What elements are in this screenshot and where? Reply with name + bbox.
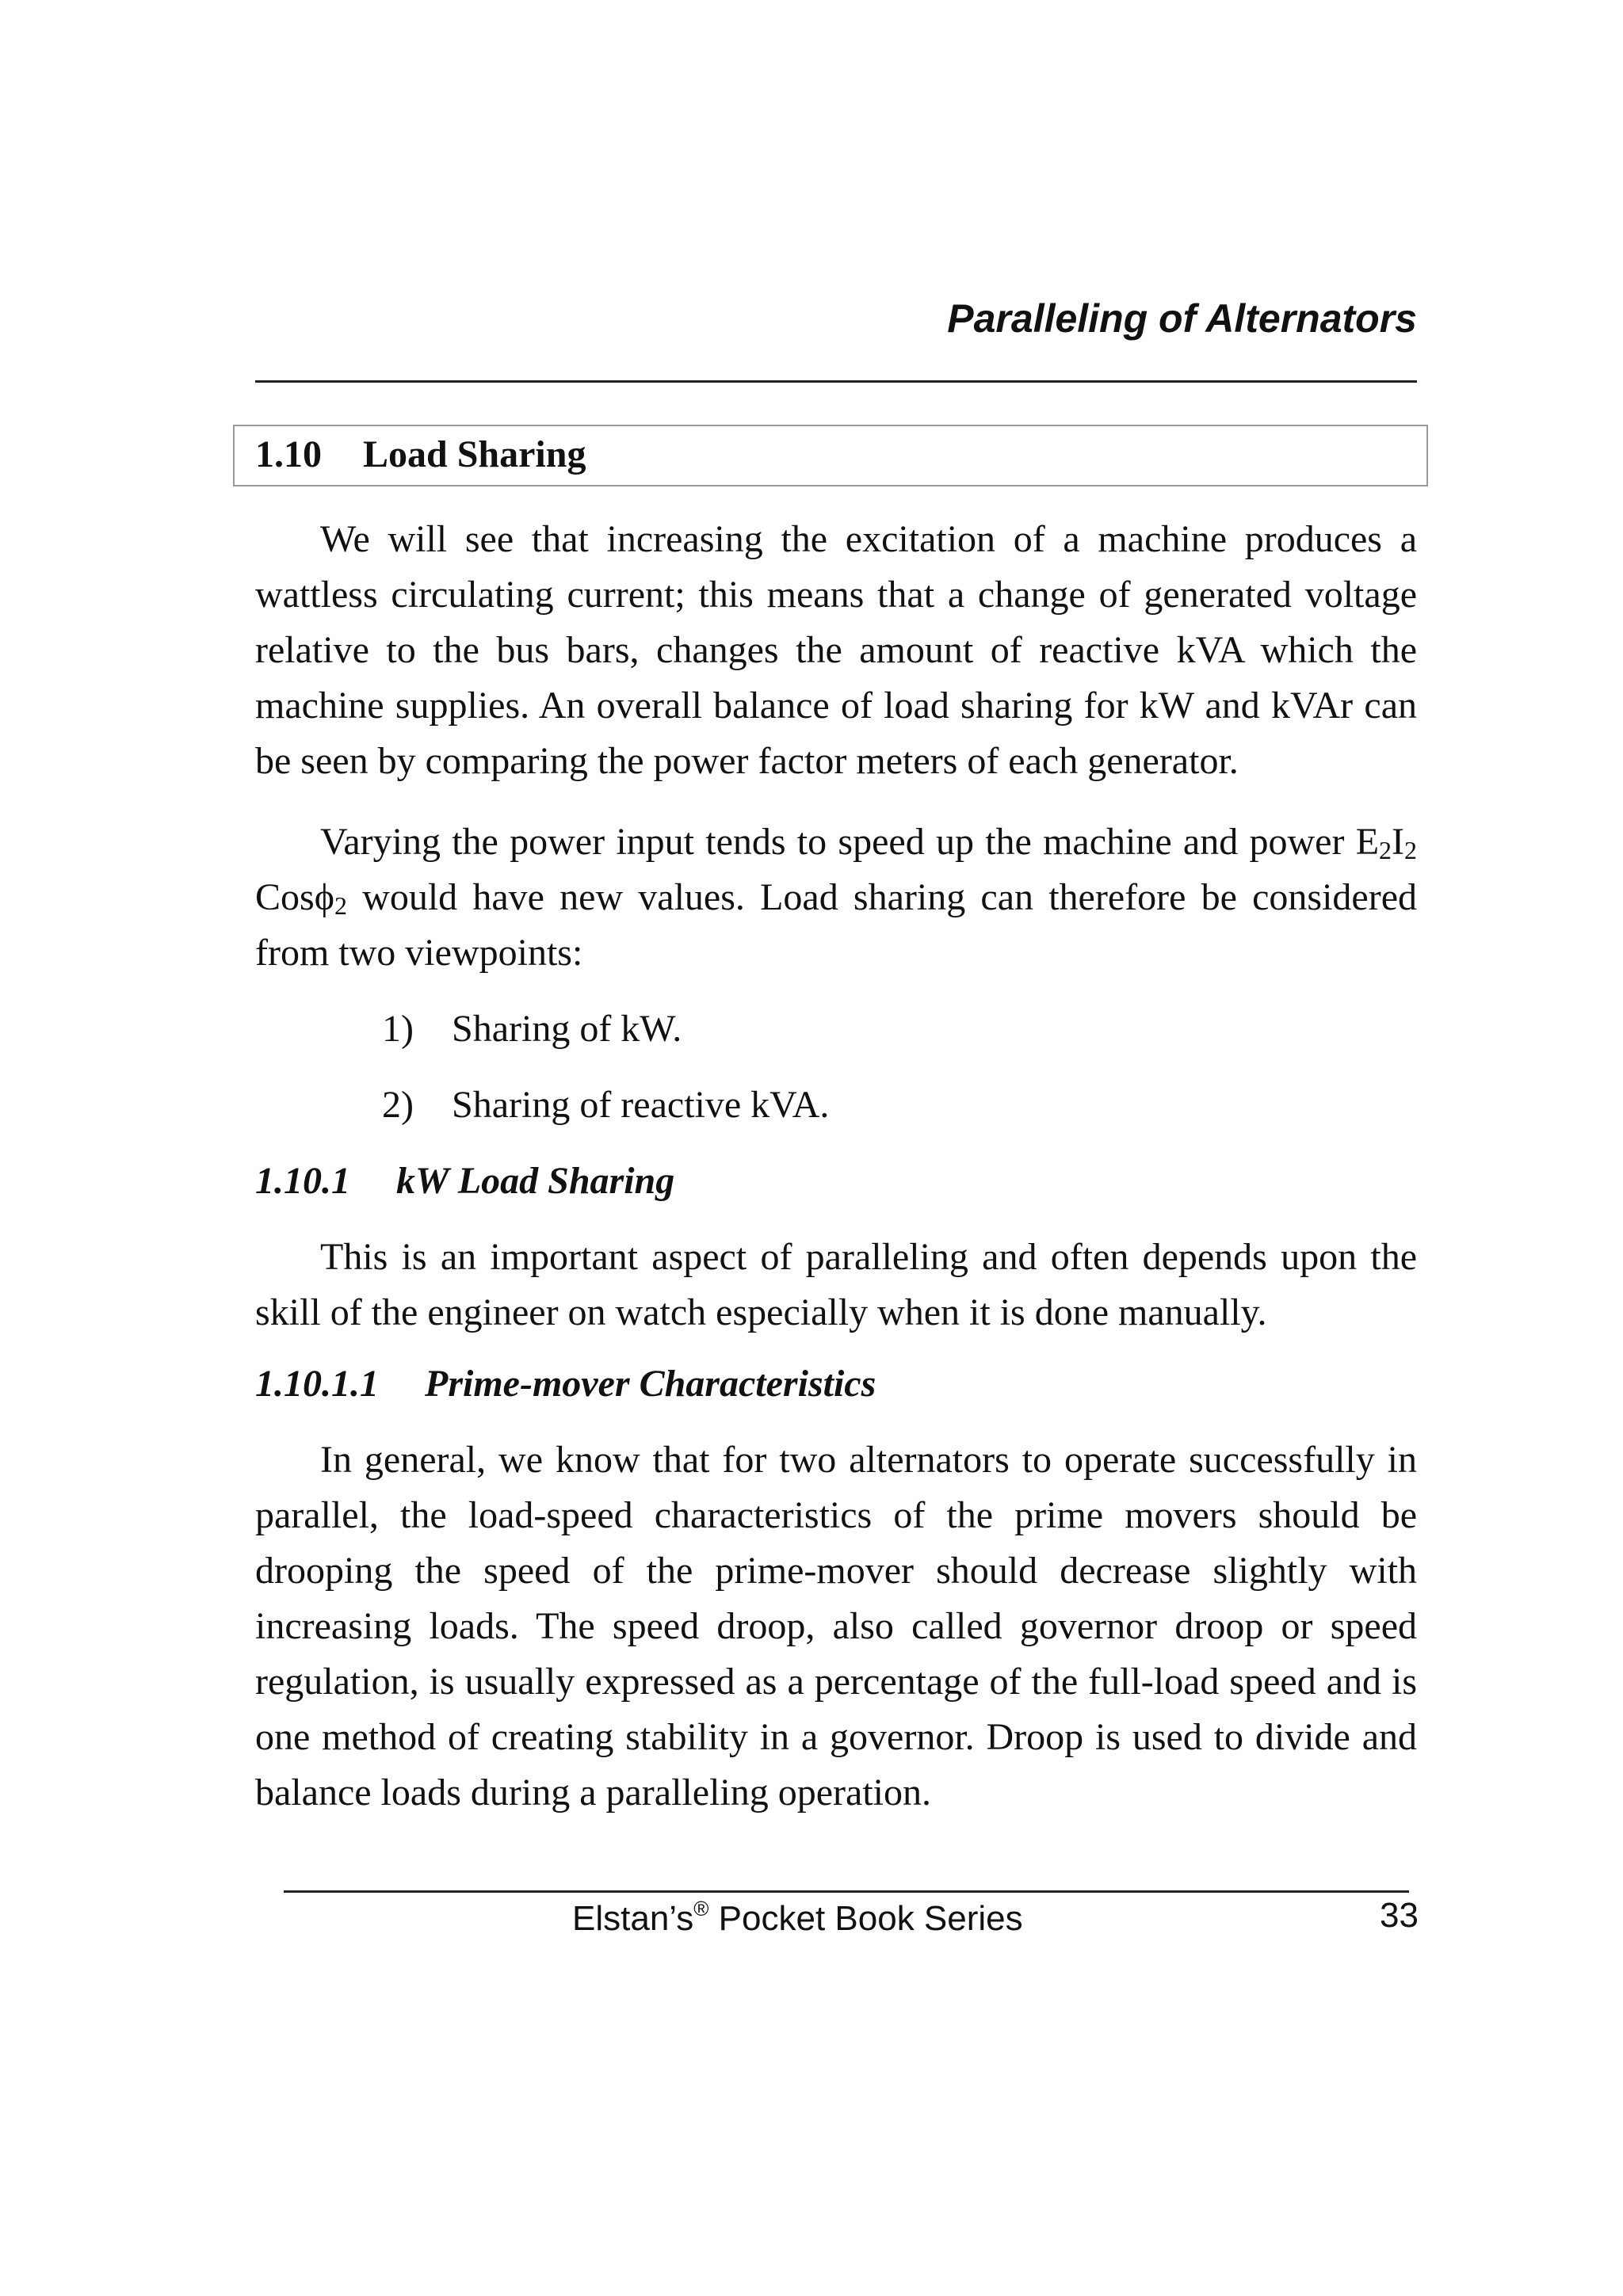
formula-e-subscript: 2: [1379, 836, 1392, 864]
subsubsection-title: Prime-mover Characteristics: [425, 1363, 876, 1405]
formula-i: I: [1392, 821, 1405, 863]
paragraph-prime-mover: In general, we know that for two alternators to operate successfully in parallel, the load-speed characteristics of the prime movers should be drooping the speed of the prime-mover should decrease slightly with increasing loads. The speed droop, also called governor droop or speed regulation, is usually expressed as a percentage of the full-load speed and is one method of creating stability in a governor. Droop is used to divide and balance loads during a paralleling operation.: [255, 1439, 1417, 1814]
header-rule: [255, 380, 1417, 383]
list-item-text: Sharing of reactive kVA.: [452, 1084, 830, 1126]
footer-series-prefix: Elstan’s: [572, 1899, 694, 1938]
paragraph-power-input-start: Varying the power input tends to speed up the machine and power: [320, 821, 1345, 863]
subsection-heading: [255, 1154, 674, 1209]
section-number: 1.10: [255, 433, 322, 475]
paragraph-power-input-end: would have new values. Load sharing can therefore be considered from two viewpoints:: [255, 876, 1417, 974]
page-number: 33: [1380, 1896, 1419, 1935]
running-head: Paralleling of Alternators: [947, 296, 1417, 341]
paragraph-power-input: [255, 814, 1417, 981]
formula-cos-phi: Cosϕ: [255, 876, 334, 918]
section-title: Load Sharing: [363, 433, 586, 475]
subsection-number: 1.10.1: [255, 1160, 350, 1202]
subsection-title: kW Load Sharing: [396, 1160, 675, 1202]
list-marker: 1): [382, 1008, 414, 1050]
footer-series: [572, 1897, 1023, 1941]
formula-cos-subscript: 2: [334, 891, 347, 920]
paragraph-kw-sharing: This is an important aspect of paralleling and often depends upon the skill of the engineer on watch especially when it is done manually.: [255, 1236, 1417, 1333]
list-marker: 2): [382, 1084, 414, 1126]
footer-series-suffix: Pocket Book Series: [708, 1899, 1023, 1938]
subsubsection-number: 1.10.1.1: [255, 1363, 379, 1405]
section-heading: [255, 431, 586, 479]
paragraph-excitation: We will see that increasing the excitation of a machine produces a wattless circulating current; this means that a change of generated voltage relative to the bus bars, changes the amount of reactive kVA which the machine supplies. An overall balance of load sharing for kW and kVAr can be seen by comparing the power factor meters of each generator.: [255, 518, 1417, 782]
list-item-text: Sharing of kW.: [452, 1008, 682, 1050]
footer-rule: [284, 1890, 1409, 1893]
formula-e: E: [1355, 821, 1380, 863]
subsubsection-heading: [255, 1356, 876, 1412]
list-item: [382, 1077, 829, 1133]
registered-mark: ®: [693, 1897, 709, 1920]
list-item: [382, 1001, 682, 1057]
formula-i-subscript: 2: [1404, 836, 1418, 864]
